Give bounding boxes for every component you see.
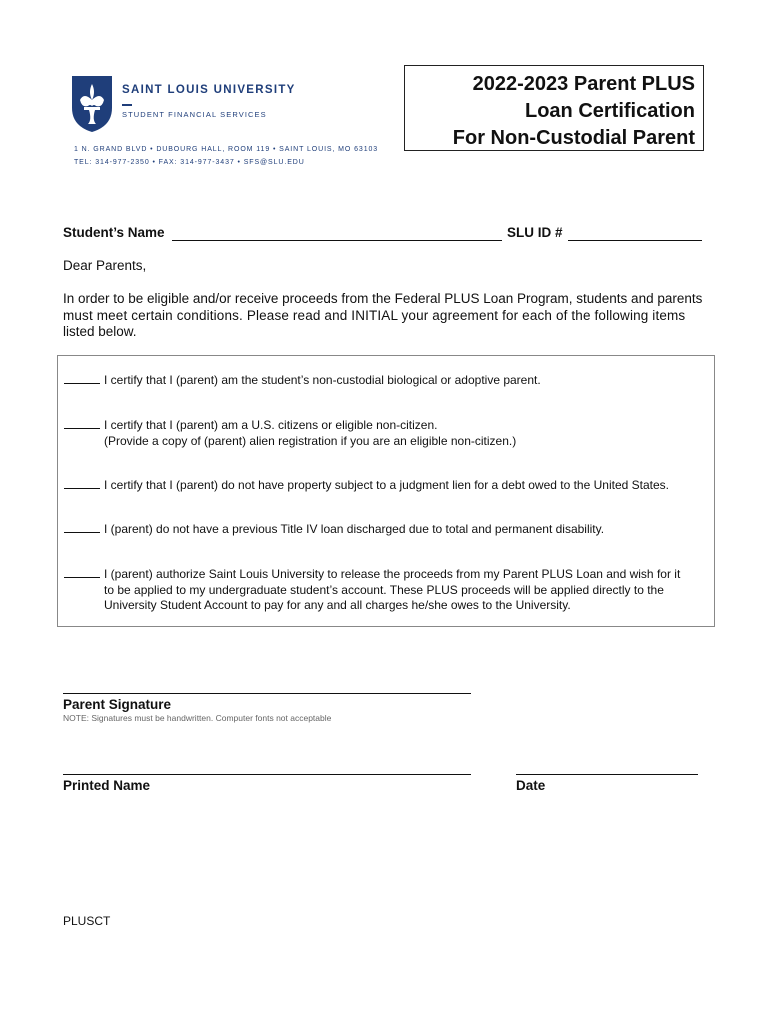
certification-item (64, 521, 604, 538)
certification-text: I (parent) authorize Saint Louis University to release the proceeds from my Parent PLUS Loan and wish for it (104, 567, 681, 581)
date-field[interactable] (516, 774, 698, 775)
form-code: PLUSCT (63, 914, 111, 928)
initial-field[interactable] (64, 521, 100, 533)
greeting: Dear Parents, (63, 258, 147, 273)
certification-item (64, 372, 541, 389)
certification-text: I certify that I (parent) do not have property subject to a judgment lien for a debt owed to the United States. (104, 478, 669, 492)
parent-signature-label: Parent Signature (63, 697, 172, 712)
fleur-de-lis-shield-icon (70, 74, 114, 134)
certification-item (64, 477, 669, 494)
intro-paragraph (63, 291, 708, 341)
certification-text: I certify that I (parent) am a U.S. citizens or eligible non-citizen. (104, 418, 438, 432)
certification-item (64, 566, 680, 614)
student-name-label: Student’s Name (63, 225, 165, 240)
form-title-line-3: For Non-Custodial Parent (452, 127, 695, 149)
certification-text-cont: (Provide a copy of (parent) alien registration if you are an eligible non-citizen.) (104, 433, 517, 448)
printed-name-field[interactable] (63, 774, 471, 775)
form-title-box (404, 65, 704, 151)
department-name: STUDENT FINANCIAL SERVICES (122, 110, 267, 119)
university-logo (70, 72, 390, 172)
signature-note: NOTE: Signatures must be handwritten. Computer fonts not acceptable (63, 713, 332, 723)
slu-id-field[interactable] (568, 227, 702, 241)
form-title-line-1: 2022-2023 Parent PLUS (472, 73, 695, 95)
certification-text: I certify that I (parent) am the student’s non-custodial biological or adoptive parent. (104, 373, 541, 387)
intro-line-3: listed below. (63, 324, 137, 339)
certification-text-cont: to be applied to my undergraduate student’s account. These PLUS proceeds will be applied directly to the (104, 582, 664, 597)
initial-field[interactable] (64, 372, 100, 384)
university-address: 1 N. GRAND BLVD • DUBOURG HALL, ROOM 119 • SAINT LOUIS, MO 63103 (74, 146, 379, 153)
logo-divider (122, 104, 132, 106)
intro-line-2: must meet certain conditions. Please read and INITIAL your agreement for each of the following items (63, 307, 686, 323)
certification-text-cont: University Student Account to pay for any and all charges he/she owes to the University. (104, 598, 571, 612)
initial-field[interactable] (64, 566, 100, 578)
university-contact: TEL: 314-977-2350 • FAX: 314-977-3437 • SFS@SLU.EDU (74, 159, 305, 166)
certification-item (64, 417, 516, 449)
student-name-field[interactable] (172, 227, 502, 241)
certification-text: I (parent) do not have a previous Title IV loan discharged due to total and permanent disability. (104, 522, 605, 536)
initial-field[interactable] (64, 477, 100, 489)
initial-field[interactable] (64, 417, 100, 429)
university-name: SAINT LOUIS UNIVERSITY (122, 84, 296, 96)
date-label: Date (516, 778, 546, 793)
printed-name-label: Printed Name (63, 778, 151, 793)
certification-box (57, 355, 715, 627)
parent-signature-field[interactable] (63, 693, 471, 694)
slu-id-label: SLU ID # (507, 225, 563, 240)
form-title-line-2: Loan Certification (524, 100, 695, 122)
intro-line-1: In order to be eligible and/or receive proceeds from the Federal PLUS Loan Program, students and parents (63, 291, 703, 306)
